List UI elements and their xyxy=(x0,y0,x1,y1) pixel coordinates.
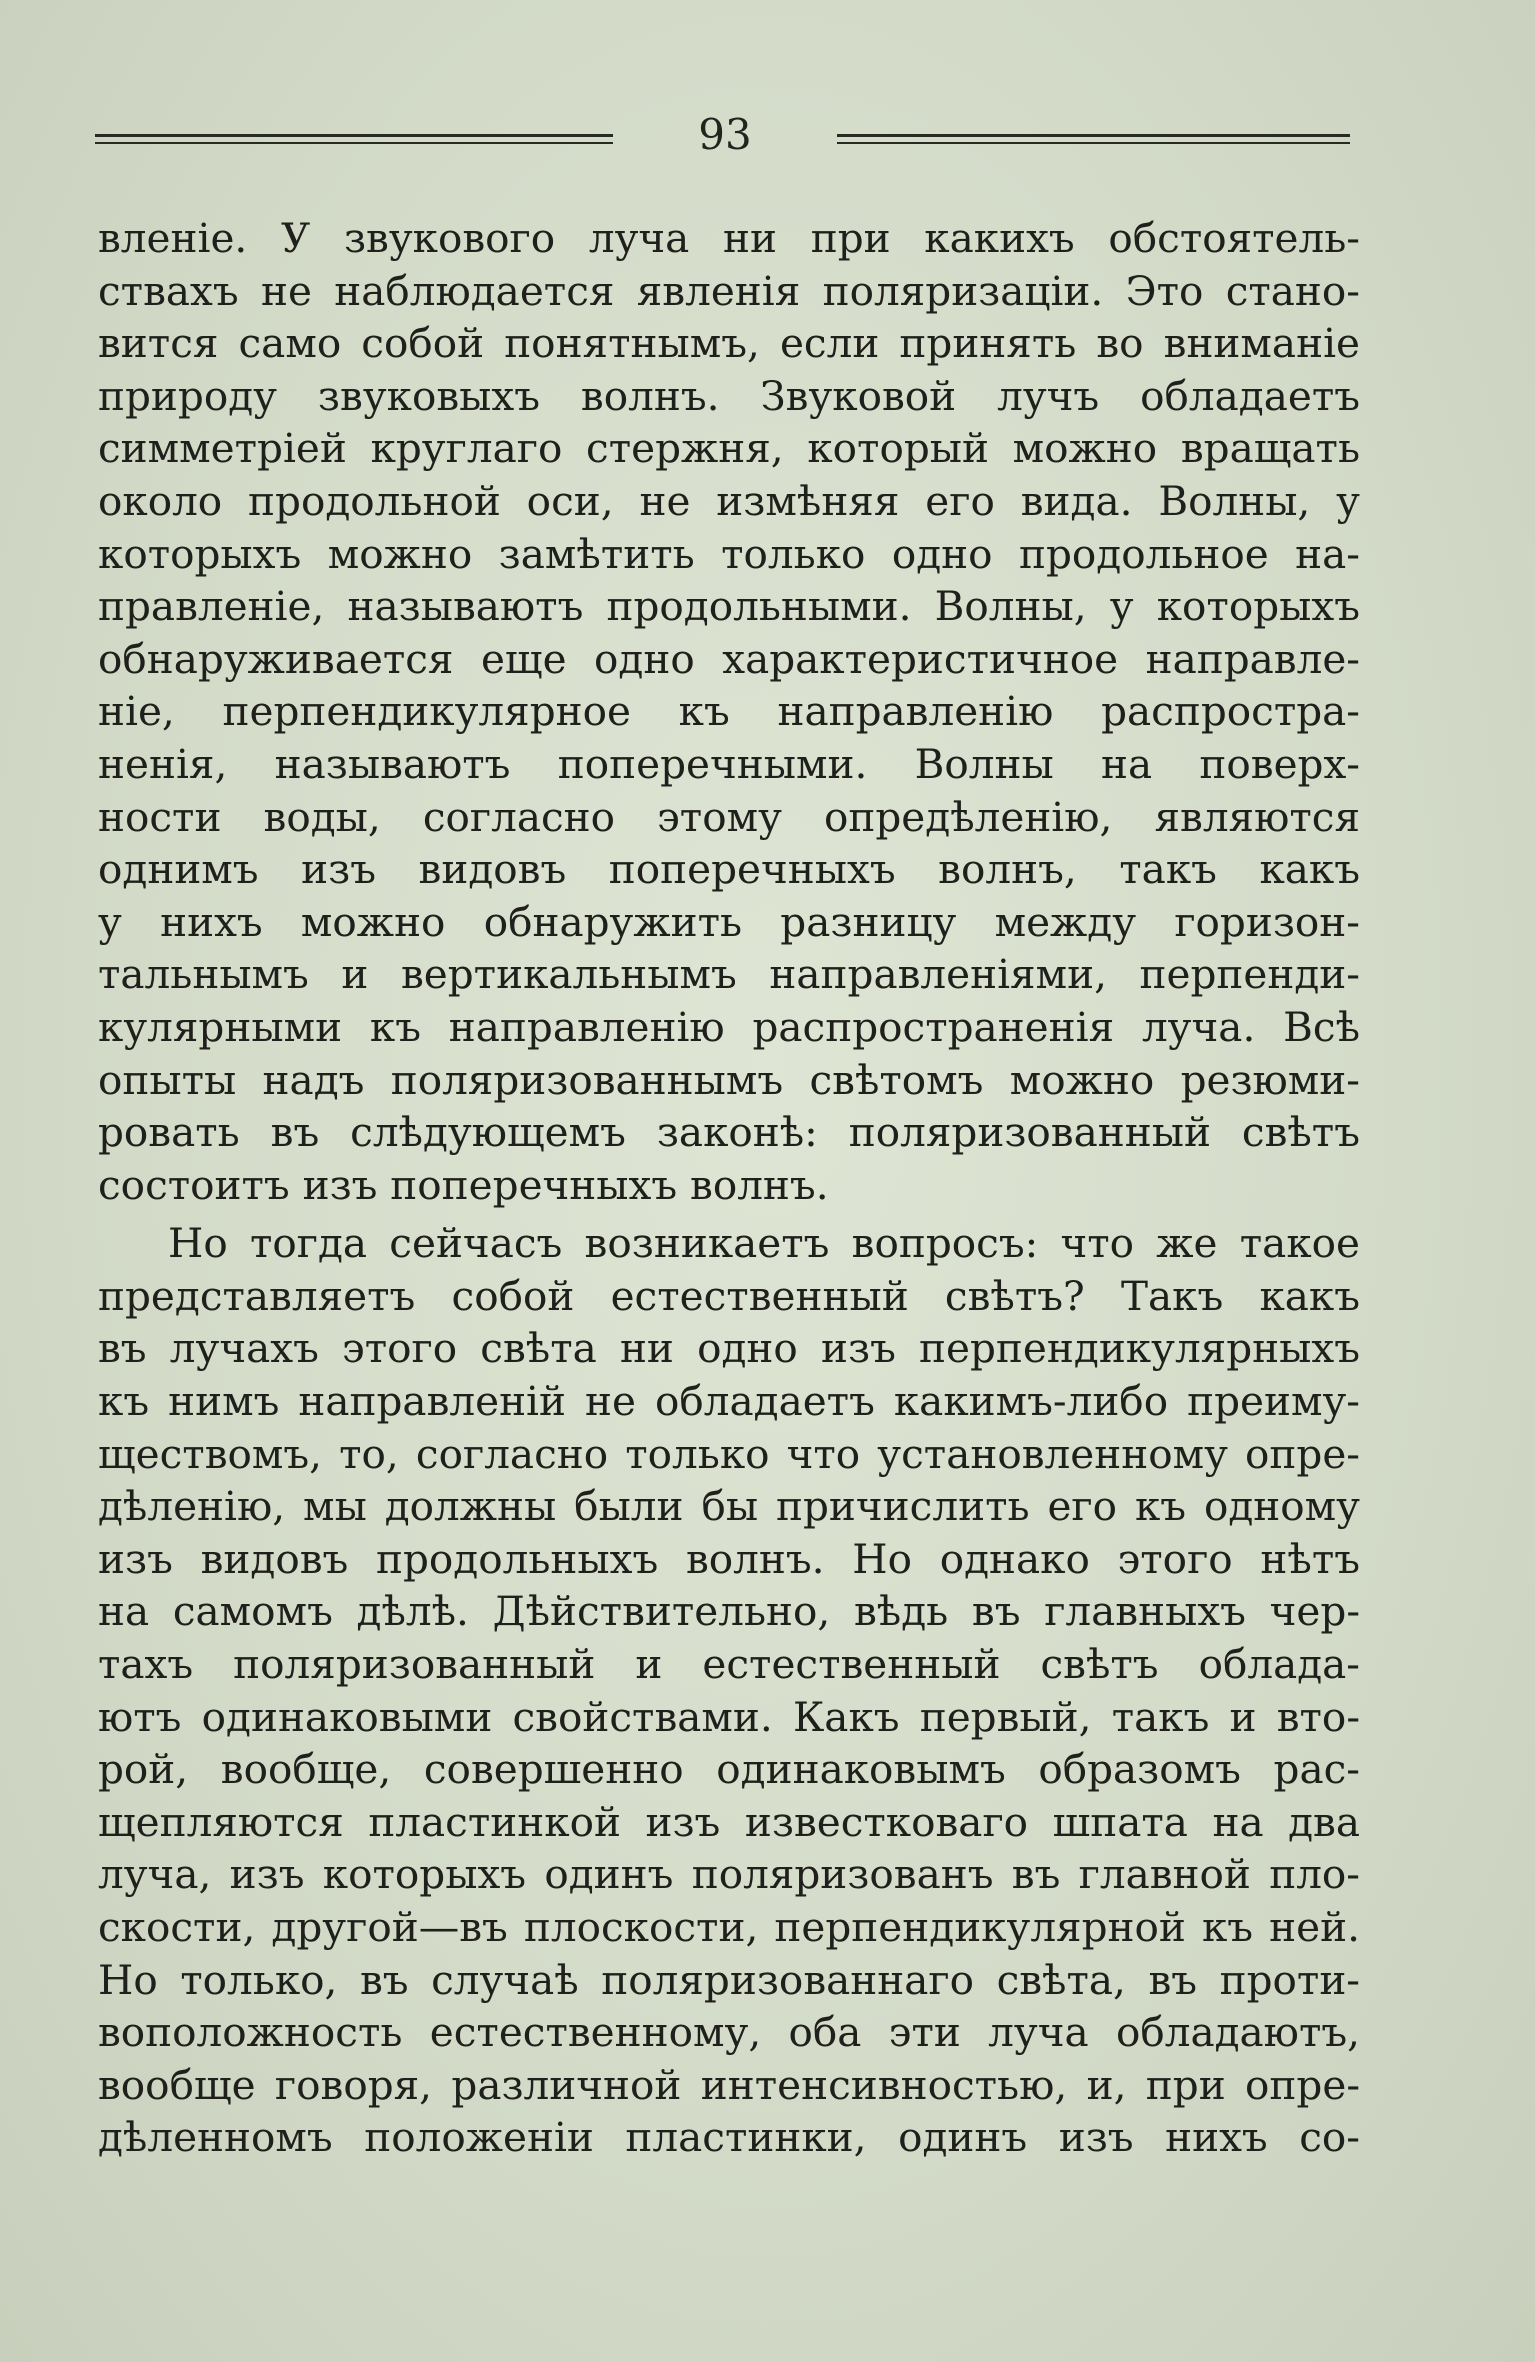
text-line: опыты надъ поляризованнымъ свѣтомъ можно резюми- xyxy=(98,1055,1360,1104)
text-line: ютъ одинаковыми свойствами. Какъ первый, такъ и вто- xyxy=(98,1692,1360,1741)
text-line: вообще говоря, различной интенсивностью, и, при опре- xyxy=(98,2060,1360,2109)
header-rule-left xyxy=(95,134,613,137)
text-line: ненія, называютъ поперечными. Волны на поверх- xyxy=(98,739,1360,788)
text-line: правленіе, называютъ продольными. Волны, у которыхъ xyxy=(98,582,1360,631)
text-line: тальнымъ и вертикальнымъ направленіями, перпенди- xyxy=(98,950,1360,999)
text-line: однимъ изъ видовъ поперечныхъ волнъ, такъ какъ xyxy=(98,845,1360,894)
paragraph-2 xyxy=(98,1217,1360,2164)
paragraph-1 xyxy=(98,212,1360,1211)
text-line: Но тогда сейчасъ возникаетъ вопросъ: что же такое xyxy=(168,1219,1360,1268)
text-line: ствахъ не наблюдается явленія поляризаціи. Это стано- xyxy=(98,266,1360,315)
text-line: на самомъ дѣлѣ. Дѣйствительно, вѣдь въ главныхъ чер- xyxy=(98,1587,1360,1636)
text-line: состоитъ изъ поперечныхъ волнъ. xyxy=(98,1160,829,1209)
header-rule-right xyxy=(837,134,1350,137)
text-line: кулярными къ направленію распространенія луча. Всѣ xyxy=(98,1002,1360,1051)
text-line: у нихъ можно обнаружить разницу между горизон- xyxy=(98,897,1360,946)
text-line: которыхъ можно замѣтить только одно продольное на- xyxy=(98,529,1360,578)
text-line: ности воды, согласно этому опредѣленію, являются xyxy=(98,792,1360,841)
text-line: симметріей круглаго стержня, который можно вращать xyxy=(98,424,1360,473)
text-line: Но только, въ случаѣ поляризованнаго свѣта, въ проти- xyxy=(98,1955,1360,2004)
page-number: 93 xyxy=(698,110,752,159)
text-line: луча, изъ которыхъ одинъ поляризованъ въ главной пло- xyxy=(98,1850,1360,1899)
text-line: обнаруживается еще одно характеристичное направле- xyxy=(98,634,1360,683)
page-header xyxy=(95,110,1350,170)
text-line: ществомъ, то, согласно только что установленному опре- xyxy=(98,1429,1360,1478)
text-line: изъ видовъ продольныхъ волнъ. Но однако этого нѣтъ xyxy=(98,1534,1360,1583)
text-line: вится само собой понятнымъ, если принять во вниманіе xyxy=(98,319,1360,368)
text-line: ровать въ слѣдующемъ законѣ: поляризованный свѣтъ xyxy=(98,1108,1360,1157)
text-line: тахъ поляризованный и естественный свѣтъ облада- xyxy=(98,1640,1360,1689)
text-line: щепляются пластинкой изъ известковаго шпата на два xyxy=(98,1797,1360,1846)
text-line: природу звуковыхъ волнъ. Звуковой лучъ обладаетъ xyxy=(98,371,1360,420)
text-line: вленіе. У звукового луча ни при какихъ обстоятель- xyxy=(98,214,1360,262)
text-line: въ лучахъ этого свѣта ни одно изъ перпендикулярныхъ xyxy=(98,1324,1360,1373)
text-line: дѣленію, мы должны были бы причислить его къ одному xyxy=(98,1482,1360,1531)
text-line: рой, вообще, совершенно одинаковымъ образомъ рас- xyxy=(98,1745,1360,1794)
text-line: къ нимъ направленій не обладаетъ какимъ-либо преиму- xyxy=(98,1377,1360,1426)
text-line: скости, другой—въ плоскости, перпендикулярной къ ней. xyxy=(98,1903,1360,1951)
body-text xyxy=(98,212,1360,2164)
text-line: около продольной оси, не измѣняя его вида. Волны, у xyxy=(98,476,1360,525)
text-line: воположность естественному, оба эти луча обладаютъ, xyxy=(98,2008,1360,2057)
text-line: представляетъ собой естественный свѣтъ? Такъ какъ xyxy=(98,1271,1360,1320)
text-line: ніе, перпендикулярное къ направленію распростра- xyxy=(98,687,1360,736)
text-line: дѣленномъ положеніи пластинки, одинъ изъ нихъ со- xyxy=(98,2113,1360,2162)
